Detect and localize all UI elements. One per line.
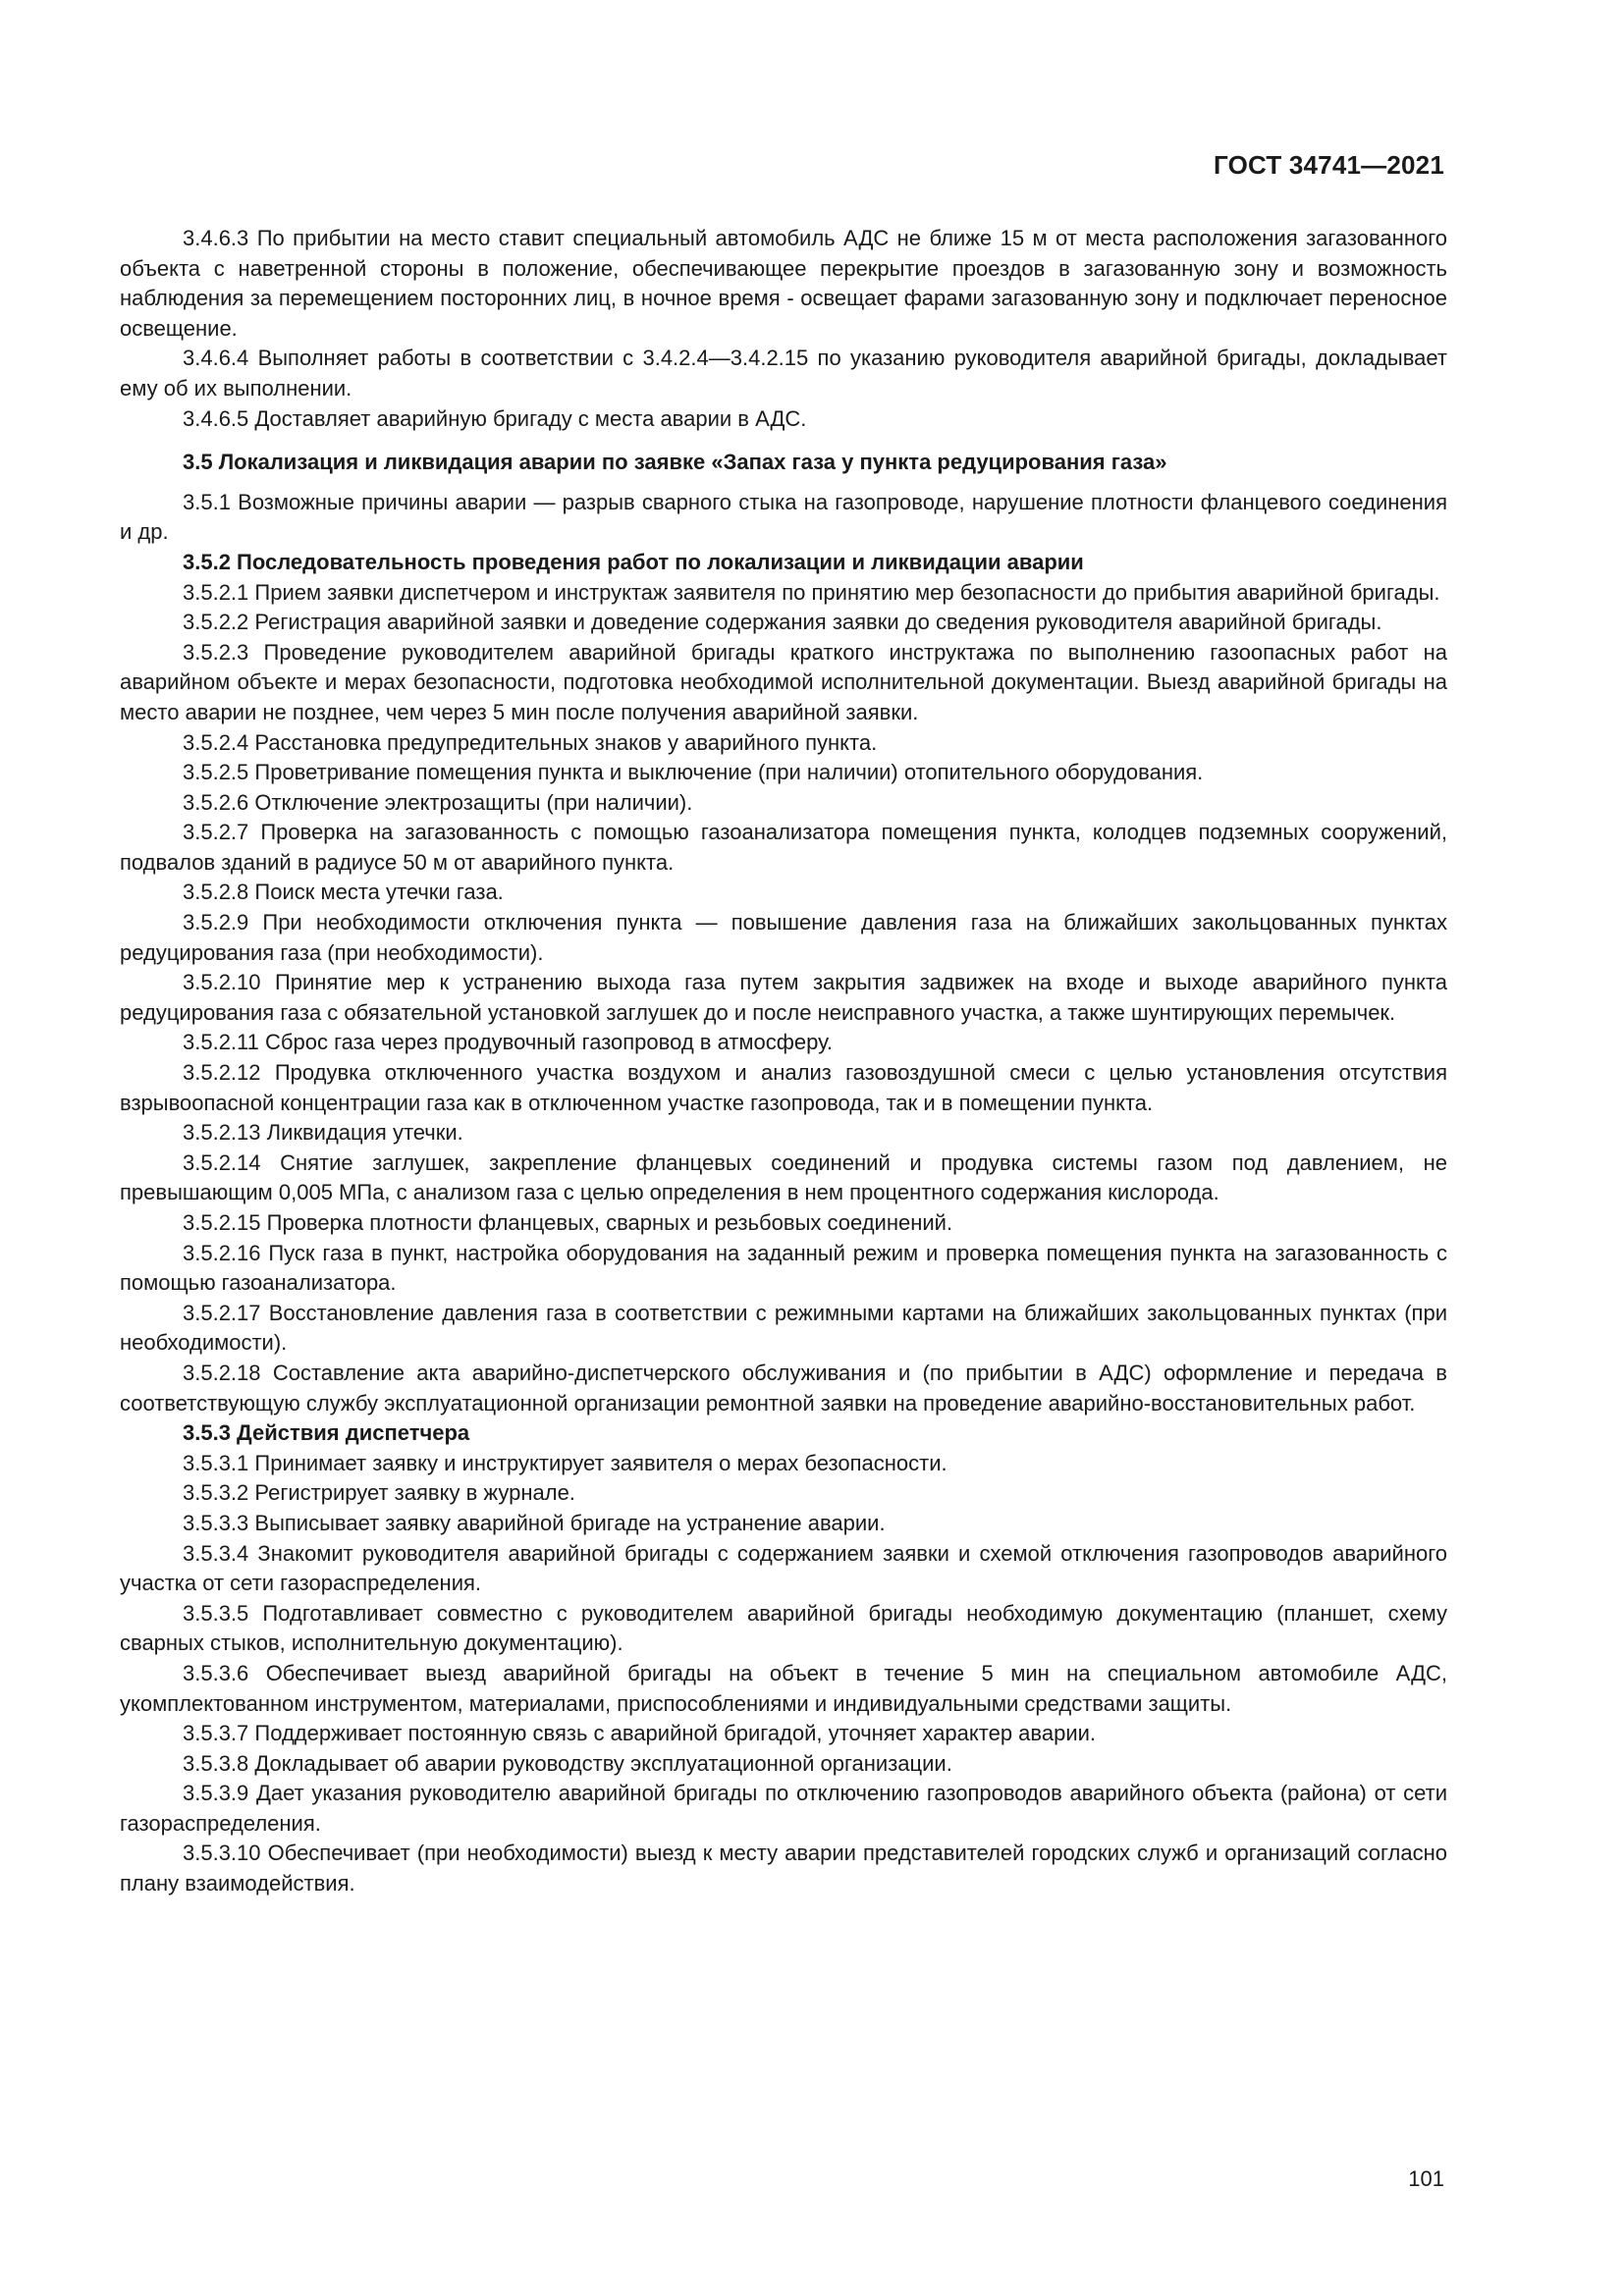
paragraph-3-5-3-8: 3.5.3.8 Докладывает об аварии руководству эксплуатационной организации.	[183, 1750, 952, 1776]
paragraph-3-5-2-17: 3.5.2.17 Восстановление давления газа в соответствии с режимными картами на ближайших закольцованных пунктах (при необходимости).	[120, 1300, 1447, 1356]
paragraph-3-5-3-4: 3.5.3.4 Знакомит руководителя аварийной бригады с содержанием заявки и схемой отключения газопроводов аварийного участка от сети газораспределения.	[120, 1540, 1447, 1596]
paragraph-3-5-3-5: 3.5.3.5 Подготавливает совместно с руководителем аварийной бригады необходимую документацию (планшет, схему сварных стыков, исполнительную документацию).	[120, 1600, 1447, 1656]
paragraph-3-5-1: 3.5.1 Возможные причины аварии — разрыв сварного стыка на газопроводе, нарушение плотности фланцевого соединения и др.	[120, 489, 1447, 545]
paragraph-3-4-6-4: 3.4.6.4 Выполняет работы в соответствии с 3.4.2.4—3.4.2.15 по указанию руководителя аварийной бригады, докладывает ему об их выполнении.	[120, 346, 1447, 400]
page-number: 101	[1408, 2166, 1444, 2191]
paragraph-3-5-3-1: 3.5.3.1 Принимает заявку и инструктирует заявителя о мерах безопасности.	[183, 1450, 947, 1475]
subsection-heading-3-5-3: 3.5.3 Действия диспетчера	[183, 1420, 470, 1446]
paragraph-3-5-2-6: 3.5.2.6 Отключение электрозащиты (при наличии).	[183, 789, 693, 815]
paragraph-3-5-2-7: 3.5.2.7 Проверка на загазованность с помощью газоанализатора помещения пункта, колодцев подземных сооружений, подвалов зданий в радиусе 50 м от аварийного пункта.	[120, 820, 1447, 875]
paragraph-3-5-2-14: 3.5.2.14 Снятие заглушек, закрепление фланцевых соединений и продувка системы газом под давлением, не превышающим 0,005 МПа, с анализом газа с целью определения в нем процентного содержания кислорода.	[120, 1149, 1447, 1205]
document-body	[120, 224, 1447, 1899]
paragraph-3-5-2-16: 3.5.2.16 Пуск газа в пункт, настройка оборудования на заданный режим и проверка помещения пункта на загазованность с помощью газоанализатора.	[120, 1240, 1447, 1296]
paragraph-3-5-2-8: 3.5.2.8 Поиск места утечки газа.	[183, 880, 504, 905]
paragraph-3-5-2-5: 3.5.2.5 Проветривание помещения пункта и выключение (при наличии) отопительного оборудования.	[183, 760, 1204, 785]
paragraph-3-5-2-12: 3.5.2.12 Продувка отключенного участка воздухом и анализ газовоздушной смеси с целью установления отсутствия взрывоопасной концентрации газа как в отключенном участке газопровода, так и в помещении пункта.	[120, 1060, 1447, 1115]
paragraph-3-5-3-6: 3.5.3.6 Обеспечивает выезд аварийной бригады на объект в течение 5 мин на специальном автомобиле АДС, укомплектованном инструментом, материалами, приспособлениями и индивидуальными средствами защиты.	[120, 1660, 1447, 1716]
paragraph-3-4-6-5: 3.4.6.5 Доставляет аварийную бригаду с места аварии в АДС.	[183, 405, 807, 431]
paragraph-3-4-6-3: 3.4.6.3 По прибытии на место ставит специальный автомобиль АДС не ближе 15 м от места расположения загазованного объекта с наветренной стороны в положение, обеспечивающее перекрытие проездов в загазованную зону и возможность наблюдения за перемещением посторонних лиц, в ночное время - освещает фарами загазованную зону и подключает переносное освещение.	[120, 226, 1447, 341]
paragraph-3-5-2-1: 3.5.2.1 Прием заявки диспетчером и инструктаж заявителя по принятию мер безопасности до прибытия аварийной бригады.	[183, 579, 1440, 605]
paragraph-3-5-2-2: 3.5.2.2 Регистрация аварийной заявки и доведение содержания заявки до сведения руководителя аварийной бригады.	[183, 610, 1382, 635]
section-heading-3-5: 3.5 Локализация и ликвидация аварии по заявке «Запах газа у пункта редуцирования газа»	[183, 450, 1167, 475]
paragraph-3-5-2-13: 3.5.2.13 Ликвидация утечки.	[183, 1120, 463, 1146]
paragraph-3-5-2-15: 3.5.2.15 Проверка плотности фланцевых, сварных и резьбовых соединений.	[183, 1210, 953, 1235]
paragraph-3-5-2-4: 3.5.2.4 Расстановка предупредительных знаков у аварийного пункта.	[183, 729, 878, 755]
paragraph-3-5-2-11: 3.5.2.11 Сброс газа через продувочный газопровод в атмосферу.	[183, 1030, 834, 1055]
document-header: ГОСТ 34741—2021	[1214, 150, 1444, 180]
paragraph-3-5-3-2: 3.5.3.2 Регистрирует заявку в журнале.	[183, 1480, 575, 1506]
subsection-heading-3-5-2: 3.5.2 Последовательность проведения работ по локализации и ликвидации аварии	[183, 549, 1084, 574]
paragraph-3-5-3-10: 3.5.3.10 Обеспечивает (при необходимости) выезд к месту аварии представителей городских служб и организаций согласно плану взаимодействия.	[120, 1841, 1447, 1896]
paragraph-3-5-2-18: 3.5.2.18 Составление акта аварийно-диспетчерского обслуживания и (по прибытии в АДС) оформление и передача в соответствующую службу эксплуатационной организации ремонтной заявки на проведение аварийно-восстановительных работ.	[120, 1360, 1447, 1415]
paragraph-3-5-2-9: 3.5.2.9 При необходимости отключения пункта — повышение давления газа на ближайших закольцованных пунктах редуцирования газа (при необходимости).	[120, 910, 1447, 965]
paragraph-3-5-3-7: 3.5.3.7 Поддерживает постоянную связь с аварийной бригадой, уточняет характер аварии.	[183, 1721, 1097, 1746]
paragraph-3-5-3-3: 3.5.3.3 Выписывает заявку аварийной бригаде на устранение аварии.	[183, 1510, 886, 1535]
paragraph-3-5-2-10: 3.5.2.10 Принятие мер к устранению выхода газа путем закрытия задвижек на входе и выходе аварийного пункта редуцирования газа с обязательной установкой заглушек до и после неисправного участка, а также шунтирующих перемычек.	[120, 970, 1447, 1025]
paragraph-3-5-2-3: 3.5.2.3 Проведение руководителем аварийной бригады краткого инструктажа по выполнению газоопасных работ на аварийном объекте и мерах безопасности, подготовка необходимой исполнительной документации. Выезд аварийной бригады на место аварии не позднее, чем через 5 мин после получения аварийной заявки.	[120, 639, 1447, 724]
paragraph-3-5-3-9: 3.5.3.9 Дает указания руководителю аварийной бригады по отключению газопроводов аварийного объекта (района) от сети газораспределения.	[120, 1781, 1447, 1836]
